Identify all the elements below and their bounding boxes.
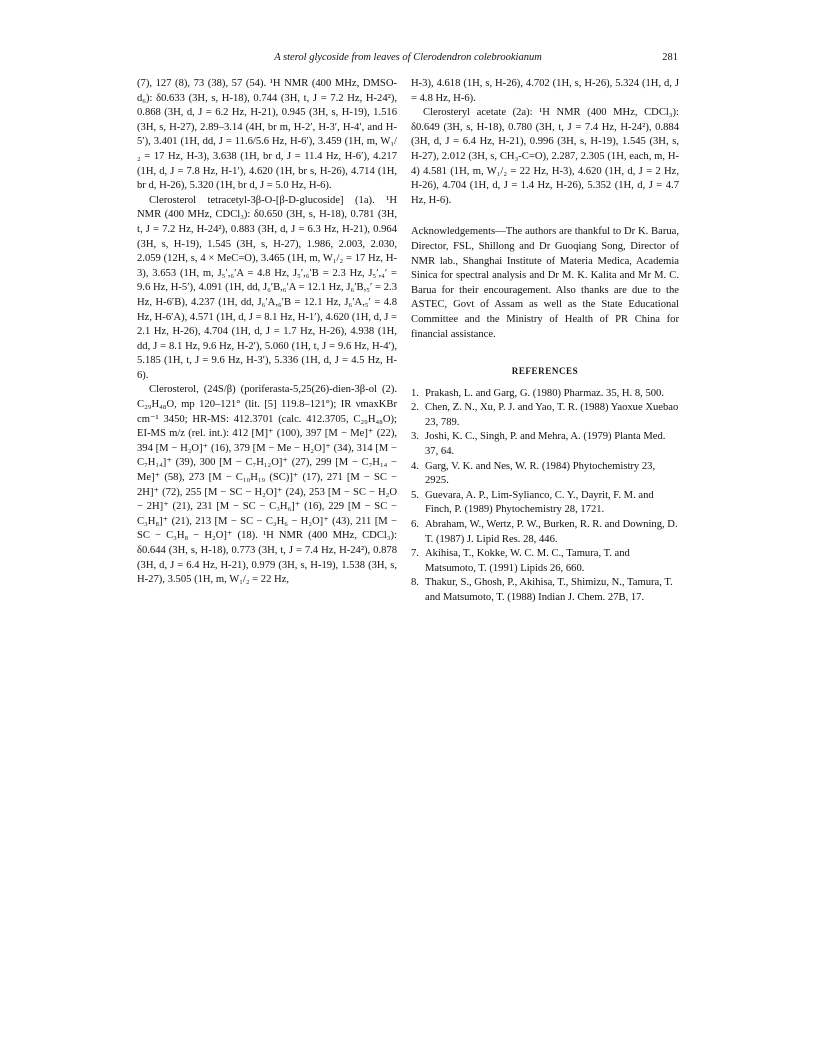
running-header bbox=[0, 52, 816, 68]
reference-list bbox=[411, 387, 679, 606]
references-heading: REFERENCES bbox=[511, 366, 579, 377]
reference-item: 4. Garg, V. K. and Nes, W. R. (1984) Phytochemistry 23, 2925. bbox=[411, 460, 656, 487]
paragraph-continuation: H-3), 4.618 (1H, s, H-26), 4.702 (1H, s, H-26), 5.324 (1H, d, J = 4.8 Hz, H-6). bbox=[411, 78, 679, 104]
right-column bbox=[411, 77, 679, 606]
paragraph-compound-1a: Clerosterol tetracetyl-3β-O-[β-D-glucoside] (1a). ¹H NMR (400 MHz, CDCl₃): δ0.650 (3H, s, H-18), 0.781 (3H, t, J = 7.2 Hz, H-24²), 0.883 (3H, d, J = 6.3 Hz, H-21), 0.964 (3H, s, H-19), 1.545 (3H, s, H-27), 1.986, 2.003, 2.030, 2.059 (12H, s, 4 × MeC=O), 3.465 (1H, m, W₁/₂ = 17 Hz, H-3), 3.653 (1H, m, J₅′,₆′A = 4.8 Hz, J₅′,₆′B = 2.3 Hz, J₅′,₄′ = 9.6 Hz, H-5′), 4.091 (1H, dd, J₆′B,₆′A = 12.1 Hz, J₆′B,₅′ = 2.3 Hz, H-6′B), 4.237 (1H, dd, J₆′A,₆′B = 12.1 Hz, J₆′A,₅′ = 4.8 Hz, H-6′A), 4.571 (1H, d, J = 8.1 Hz, H-1′), 4.620 (1H, d, J = 2.1 Hz, H-26), 4.704 (1H, d, J = 1.7 Hz, H-26), 4.938 (1H, dd, J = 8.1 Hz, 9.6 Hz, H-2′), 5.060 (1H, t, J = 9.6 Hz, H-4′), 5.185 (1H, t, J = 9.6 Hz, H-3′), 5.336 (1H, d, J = 4.5 Hz, H-6). bbox=[137, 194, 397, 381]
reference-item: 2. Chen, Z. N., Xu, P. J. and Yao, T. R. (1988) Yaoxue Xuebao 23, 789. bbox=[411, 402, 679, 428]
paragraph-nmr-dmso: (7), 127 (8), 73 (38), 57 (54). ¹H NMR (400 MHz, DMSO-d₆): δ0.633 (3H, s, H-18), 0.744 (3H, t, J = 7.2 Hz, H-24²), 0.868 (3H, d, J = 6.2 Hz, H-21), 0.945 (3H, s, H-19), 1.516 (3H, s, H-27), 2.89–3.14 (4H, br m, H-2′, H-3′, H-4′, and H-5′), 3.401 (1H, dd, J = 11.6/5.6 Hz, H-6′), 3.459 (1H, m, W₁/₂ = 17 Hz, H-3), 3.638 (1H, br d, J = 11.4 Hz, H-6′), 4.217 (1H, d, J = 7.8 Hz, H-1′), 4.620 (1H, br s, H-26), 4.714 (1H, br d, H-26), 5.320 (1H, br d, J = 5.0 Hz, H-6). bbox=[137, 78, 397, 192]
paragraph-compound-2: Clerosterol, (24S/β) (poriferasta-5,25(26)-dien-3β-ol (2). C₂₉H₄₈O, mp 120–121° (lit. [5] 119.8–121°); IR νmaxKBr cm⁻¹ 3450; HR-MS: 412.3701 (calc. 412.3705, C₂₉H₄₈O); EI-MS m/z (rel. int.): 412 [M]⁺ (100), 397 [M − Me]⁺ (22), 394 [M − H₂O]⁺ (16), 379 [M − Me − H₂O]⁺ (34), 314 [M − C₇H₁₄]⁺ (39), 300 [M − C₇H₁₂O]⁺ (27), 299 [M − C₇H₁₄ − Me]⁺ (58), 273 [M − C₁₀H₁₉ (SC)]⁺ (17), 271 [M − SC − 2H]⁺ (72), 255 [M − SC − H₂O]⁺ (24), 253 [M − SC − H₂O − 2H]⁺ (21), 231 [M − SC − C₃H₆]⁺ (16), 229 [M − SC − C₃H₈]⁺ (21), 213 [M − SC − C₃H₆ − H₂O]⁺ (43), 211 [M − SC − C₃H₈ − H₂O]⁺ (18). ¹H NMR (400 MHz, CDCl₃): δ0.644 (3H, s, H-18), 0.773 (3H, t, J = 7.4 Hz, H-24²), 0.878 (3H, d, J = 6.4 Hz, H-21), 0.979 (3H, s, H-19), 1.538 (3H, s, H-27), 3.505 (1H, m, W₁/₂ = 22 Hz, bbox=[137, 384, 397, 586]
reference-item: 8. Thakur, S., Ghosh, P., Akihisa, T., Shimizu, N., Tamura, T. and Matsumoto, T. (1988) Indian J. Chem. 27B, 17. bbox=[411, 577, 673, 603]
paragraph-compound-2a: Clerosteryl acetate (2a): ¹H NMR (400 MHz, CDCl₃): δ0.649 (3H, s, H-18), 0.780 (3H, t, J = 7.4 Hz, H-24²), 0.884 (3H, d, J = 6.4 Hz, H-21), 0.996 (3H, s, H-19), 1.545 (3H, s, H-27), 2.012 (3H, s, CH₃-C=O), 2.287, 2.305 (1H, each, m, H-4) 4.581 (1H, m, W₁/₂ = 22 Hz, H-3), 4.620 (1H, d, J = 2 Hz, H-26), 4.704 (1H, d, J = 1.4 Hz, H-26), 5.352 (1H, d, J = 4.7 Hz, H-6). bbox=[411, 107, 679, 206]
reference-item: 7. Akihisa, T., Kokke, W. C. M. C., Tamura, T. and Matsumoto, T. (1991) Lipids 26, 660. bbox=[411, 548, 630, 574]
acknowledgements: Acknowledgements—The authors are thankful to Dr K. Barua, Director, FSL, Shillong and Dr Guoqiang Song, Director of NMR lab., Shanghai Institute of Materia Medica, Academia Sinica for spectral analysis and Dr M. K. Kalita and Mr M. C. Barua for their encouragement. Also thanks are due to the ASTEC, Govt of Assam as well as the State Educational Committee and the Ministry of Health of PR China for financial assistance. bbox=[411, 226, 679, 340]
left-column bbox=[137, 77, 397, 588]
reference-item: 3. Joshi, K. C., Singh, P. and Mehra, A. (1979) Planta Med. 37, 64. bbox=[411, 431, 666, 458]
reference-item: 6. Abraham, W., Wertz, P. W., Burken, R. R. and Downing, D. T. (1987) J. Lipid Res. 28, 446. bbox=[411, 519, 678, 545]
running-title: A sterol glycoside from leaves of Clerodendron colebrookianum bbox=[274, 52, 542, 63]
reference-item: 5. Guevara, A. P., Lim-Sylianco, C. Y., Dayrit, F. M. and Finch, P. (1989) Phytochemistry 28, 1721. bbox=[411, 489, 654, 516]
reference-item: 1. Prakash, L. and Garg, G. (1980) Pharmaz. 35, H. 8, 500. bbox=[411, 387, 665, 399]
page-number: 281 bbox=[662, 52, 678, 63]
